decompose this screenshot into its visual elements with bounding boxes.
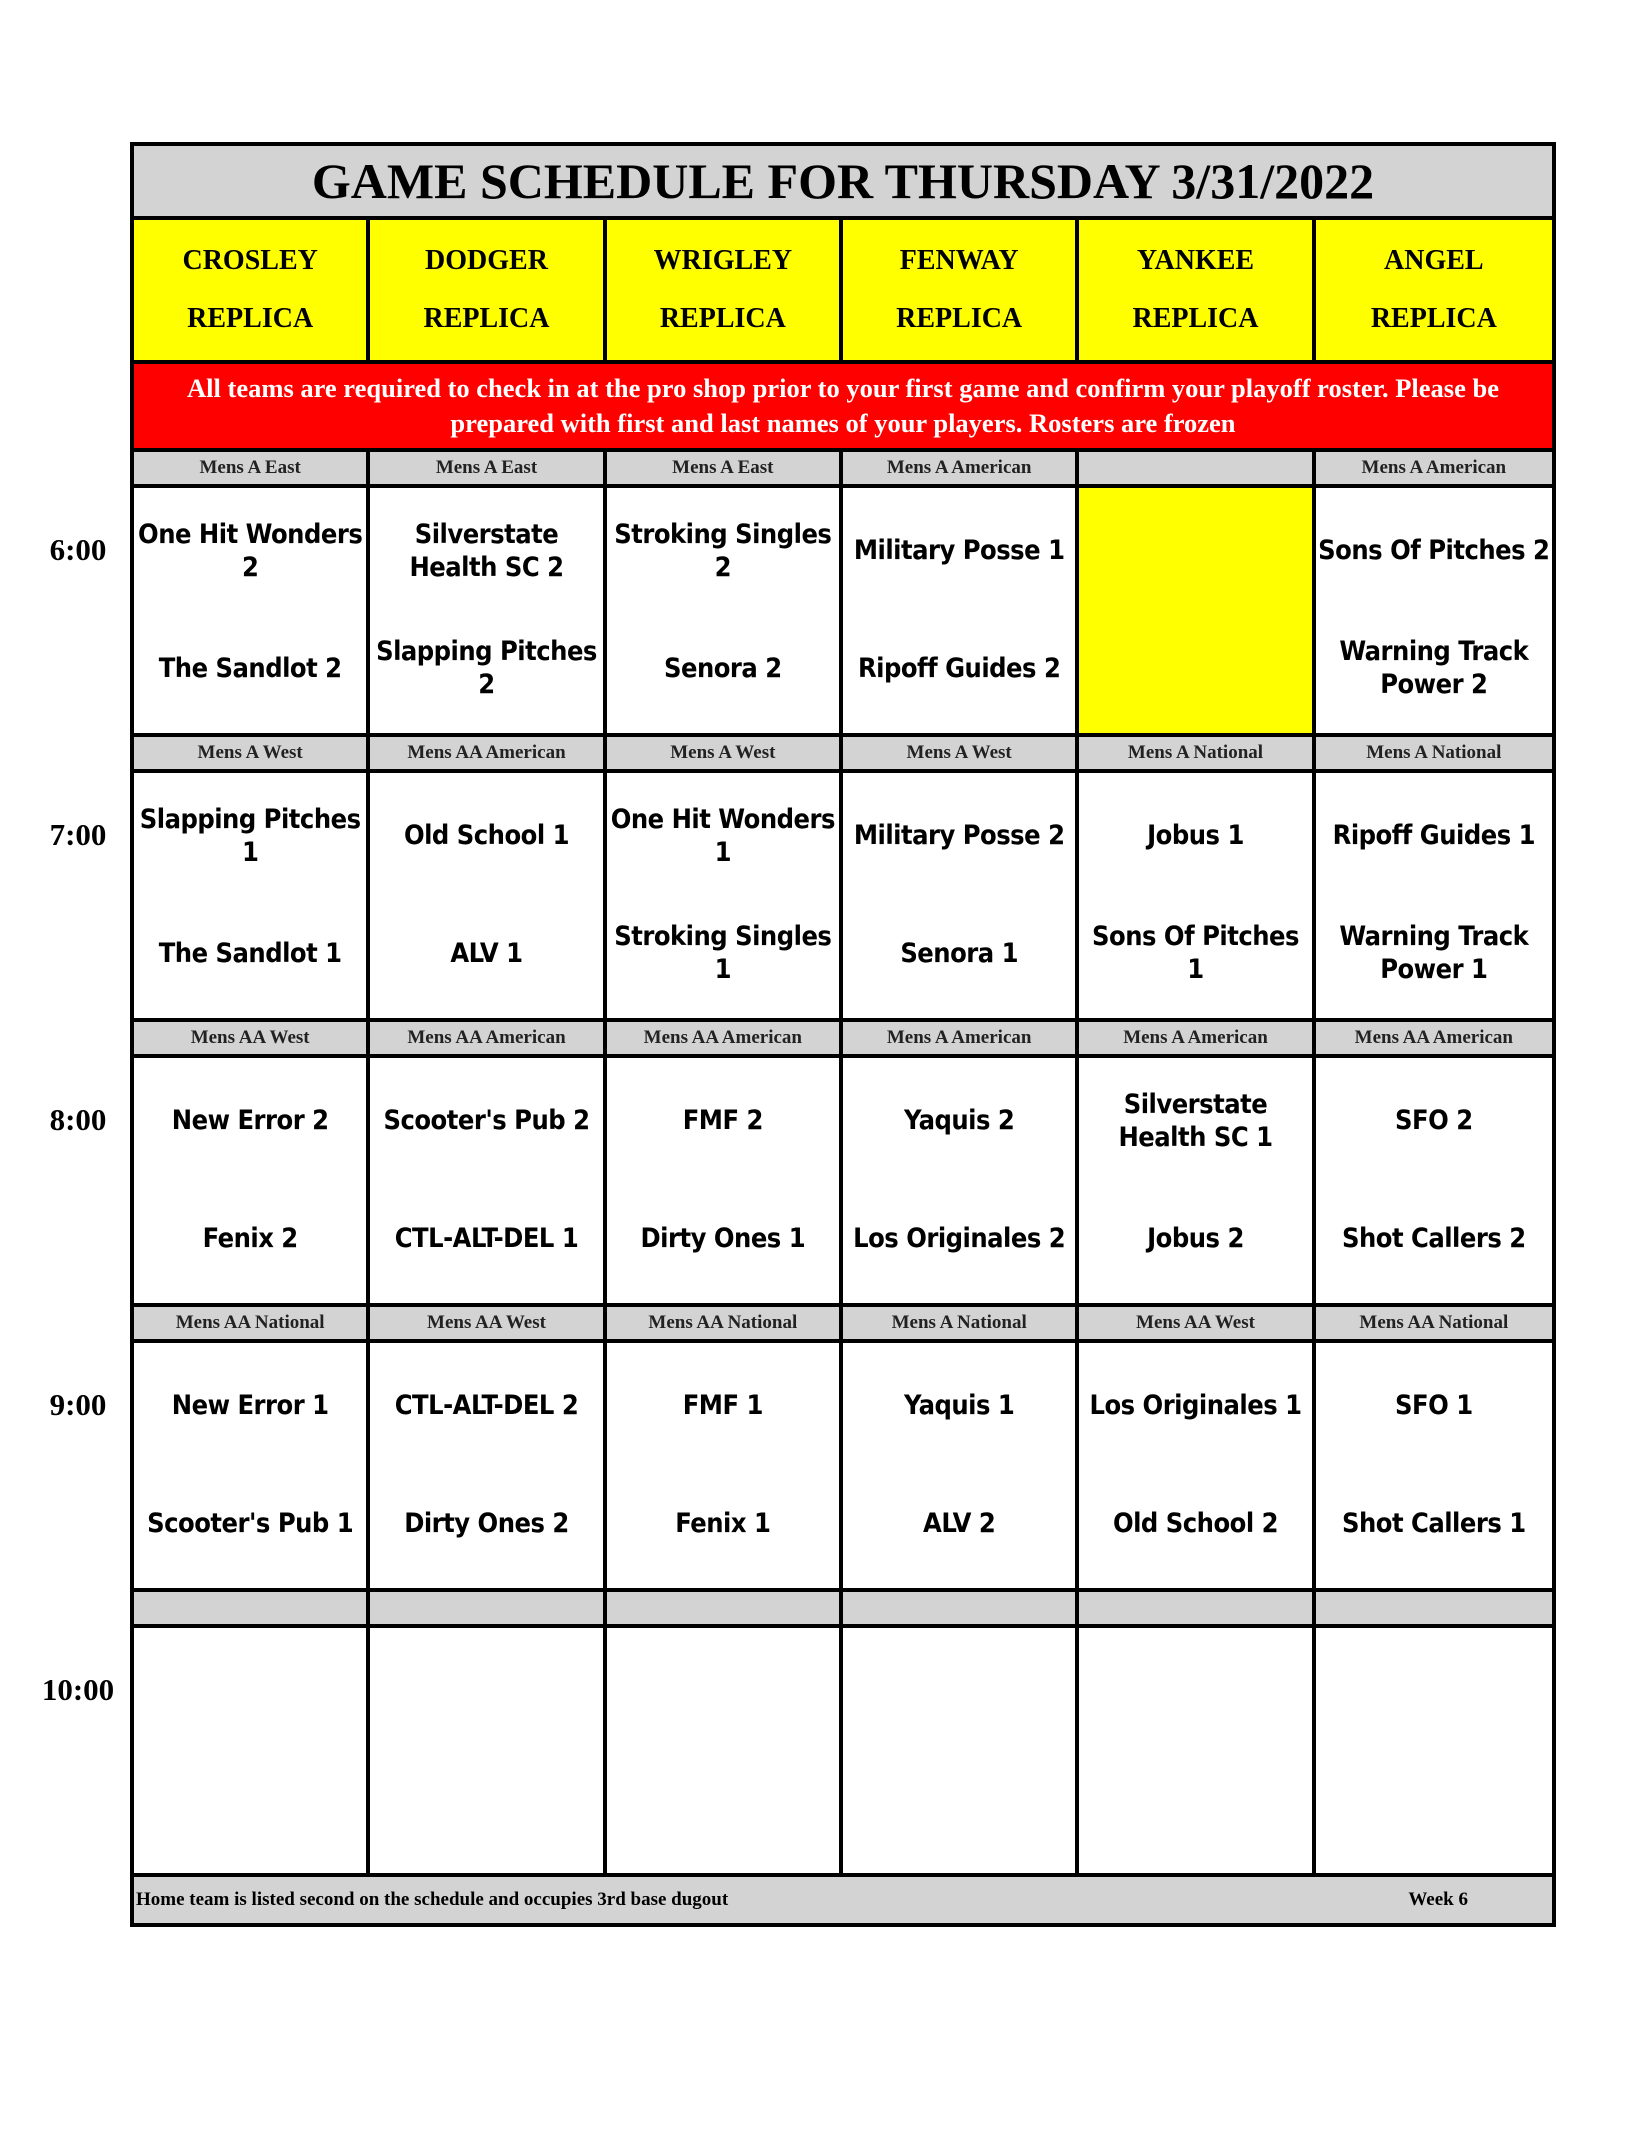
time-label: 6:00 — [49, 532, 107, 567]
game-cell — [843, 1628, 1079, 1873]
home-team — [136, 1750, 364, 1868]
away-team: Stroking Singles 2 — [614, 518, 832, 583]
away-team — [845, 1632, 1073, 1750]
game-cell — [607, 1058, 843, 1303]
game-cell — [134, 1343, 370, 1588]
game-cell — [1316, 488, 1552, 733]
away-team: New Error 1 — [171, 1390, 329, 1422]
away-team: New Error 2 — [171, 1105, 329, 1137]
home-team: ALV 2 — [923, 1507, 996, 1539]
game-row — [134, 1628, 1552, 1877]
division-label: Mens A American — [1079, 1022, 1315, 1054]
away-team: Los Originales 1 — [1089, 1390, 1302, 1422]
check-in-notice: All teams are required to check in at the pro shop prior to your first game and confirm your playoff roster. Please be prepared with first and last names of your players. Rosters are frozen — [134, 364, 1552, 452]
away-team: Yaquis 2 — [903, 1105, 1015, 1137]
home-team: Shot Callers 2 — [1341, 1222, 1526, 1254]
division-label: Mens AA American — [607, 1022, 843, 1054]
field-name: YANKEE — [1136, 245, 1255, 277]
page-title: GAME SCHEDULE FOR THURSDAY 3/31/2022 — [134, 146, 1552, 220]
away-team — [1081, 492, 1309, 610]
home-team: Senora 2 — [663, 652, 782, 684]
home-team: Warning Track Power 2 — [1339, 636, 1529, 701]
time-label: 10:00 — [41, 1672, 115, 1707]
away-team: CTL-ALT-DEL 2 — [394, 1390, 579, 1422]
home-team — [845, 1750, 1073, 1868]
division-row — [134, 452, 1552, 488]
division-label: Mens A American — [1361, 457, 1507, 478]
game-cell — [1316, 1058, 1552, 1303]
home-team: CTL-ALT-DEL 1 — [394, 1222, 579, 1254]
time-label: 7:00 — [49, 817, 107, 852]
away-team — [1081, 1632, 1309, 1750]
game-cell — [370, 773, 606, 1018]
home-team: Jobus 2 — [1147, 1222, 1244, 1254]
week-label: Week 6 — [1408, 1889, 1468, 1910]
division-row — [134, 1022, 1552, 1058]
field-name: WRIGLEY — [653, 245, 793, 277]
field-header-angel — [1316, 220, 1552, 360]
home-team: Stroking Singles 1 — [614, 921, 832, 986]
game-cell — [1316, 773, 1552, 1018]
field-sub: REPLICA — [1370, 302, 1497, 334]
away-team: One Hit Wonders 2 — [138, 518, 363, 583]
footer-bar — [134, 1877, 1552, 1923]
away-team: Jobus 1 — [1147, 820, 1244, 852]
game-cell — [134, 1628, 370, 1873]
home-team: ALV 1 — [450, 937, 523, 969]
field-name: ANGEL — [1384, 245, 1484, 277]
home-team: Slapping Pitches 2 — [376, 636, 597, 701]
game-cell — [370, 1628, 606, 1873]
away-team: FMF 1 — [682, 1390, 763, 1422]
game-cell — [1079, 1628, 1315, 1873]
away-team: Silverstate Health SC 2 — [409, 518, 564, 583]
division-label: Mens AA National — [134, 1307, 370, 1339]
field-name: FENWAY — [899, 245, 1019, 277]
away-team: Military Posse 1 — [853, 535, 1065, 567]
field-header-yankee — [1079, 220, 1315, 360]
field-header-fenway — [843, 220, 1079, 360]
division-label — [134, 1592, 370, 1624]
field-header-row — [134, 220, 1552, 364]
home-team: Senora 1 — [900, 937, 1018, 969]
away-team: Silverstate Health SC 1 — [1118, 1088, 1273, 1153]
home-team: Fenix 1 — [675, 1507, 771, 1539]
home-team: The Sandlot 1 — [158, 937, 342, 969]
division-label: Mens A American — [843, 1022, 1079, 1054]
game-cell — [370, 1343, 606, 1588]
game-cell — [843, 1058, 1079, 1303]
away-team: FMF 2 — [682, 1105, 763, 1137]
division-label: Mens AA National — [1359, 1312, 1509, 1333]
game-cell — [134, 773, 370, 1018]
away-team: Scooter's Pub 2 — [383, 1105, 590, 1137]
field-sub: REPLICA — [187, 302, 314, 334]
away-team — [136, 1632, 364, 1750]
division-label — [370, 1592, 606, 1624]
game-row — [134, 773, 1552, 1022]
game-cell — [370, 1058, 606, 1303]
game-cell — [607, 488, 843, 733]
division-label: Mens AA National — [607, 1307, 843, 1339]
time-label: 9:00 — [49, 1387, 107, 1422]
division-label: Mens A National — [1079, 737, 1315, 769]
division-row — [134, 1592, 1552, 1628]
home-team — [1318, 1750, 1550, 1868]
division-row — [134, 1307, 1552, 1343]
away-team: Military Posse 2 — [853, 820, 1065, 852]
division-label: Mens AA West — [370, 1307, 606, 1339]
game-cell — [134, 488, 370, 733]
away-team: Old School 1 — [403, 820, 570, 852]
home-team: Dirty Ones 1 — [640, 1222, 806, 1254]
away-team — [372, 1632, 600, 1750]
division-label: Mens AA West — [134, 1022, 370, 1054]
home-team: Fenix 2 — [202, 1222, 298, 1254]
division-label — [607, 1592, 843, 1624]
division-label: Mens A East — [134, 452, 370, 484]
game-cell — [843, 773, 1079, 1018]
schedule-sheet — [130, 142, 1556, 1927]
home-team — [1081, 1750, 1309, 1868]
game-row — [134, 488, 1552, 737]
field-sub: REPLICA — [423, 302, 550, 334]
division-label — [1079, 1592, 1315, 1624]
away-team: Yaquis 1 — [903, 1390, 1015, 1422]
home-team: Old School 2 — [1112, 1507, 1279, 1539]
game-cell — [134, 1058, 370, 1303]
away-team: One Hit Wonders 1 — [610, 803, 835, 868]
division-label: Mens A East — [370, 452, 606, 484]
home-team — [372, 1750, 600, 1868]
division-label — [843, 1592, 1079, 1624]
away-team: Sons Of Pitches 2 — [1318, 535, 1550, 567]
game-cell — [607, 1628, 843, 1873]
division-label — [1079, 452, 1315, 484]
game-cell — [607, 773, 843, 1018]
game-cell — [1079, 1343, 1315, 1588]
home-team: Dirty Ones 2 — [404, 1507, 569, 1539]
home-team: Shot Callers 1 — [1341, 1507, 1526, 1539]
game-cell — [607, 1343, 843, 1588]
game-cell — [1079, 1058, 1315, 1303]
away-team — [609, 1632, 837, 1750]
home-team: The Sandlot 2 — [158, 652, 342, 684]
home-team: Warning Track Power 1 — [1339, 921, 1529, 986]
division-label: Mens AA American — [370, 1022, 606, 1054]
home-team: Sons Of Pitches 1 — [1092, 921, 1299, 986]
division-label: Mens AA West — [1079, 1307, 1315, 1339]
time-label: 8:00 — [49, 1102, 107, 1137]
division-label: Mens A West — [607, 737, 843, 769]
game-row — [134, 1343, 1552, 1592]
game-cell — [1079, 488, 1315, 733]
home-team: Scooter's Pub 1 — [147, 1507, 354, 1539]
field-header-crosley — [134, 220, 370, 360]
division-label: Mens A West — [843, 737, 1079, 769]
division-row — [134, 737, 1552, 773]
division-label: Mens AA American — [370, 737, 606, 769]
game-cell — [1079, 773, 1315, 1018]
division-label: Mens A West — [134, 737, 370, 769]
game-cell — [370, 488, 606, 733]
away-team: Slapping Pitches 1 — [139, 803, 361, 868]
division-label — [1316, 1592, 1552, 1624]
division-label: Mens A East — [607, 452, 843, 484]
game-cell — [1316, 1628, 1552, 1873]
field-header-dodger — [370, 220, 606, 360]
game-cell — [1316, 1343, 1552, 1588]
field-name: DODGER — [425, 245, 548, 277]
field-sub: REPLICA — [1132, 302, 1259, 334]
away-team: SFO 1 — [1395, 1390, 1473, 1422]
field-sub: REPLICA — [896, 302, 1023, 334]
away-team: Ripoff Guides 1 — [1332, 820, 1536, 852]
game-cell — [843, 1343, 1079, 1588]
home-team-note: Home team is listed second on the schedule and occupies 3rd base dugout — [136, 1889, 729, 1910]
game-row — [134, 1058, 1552, 1307]
field-sub: REPLICA — [659, 302, 786, 334]
away-team: SFO 2 — [1395, 1105, 1473, 1137]
game-cell — [843, 488, 1079, 733]
division-label: Mens AA American — [1354, 1027, 1513, 1048]
field-name: CROSLEY — [182, 245, 318, 277]
home-team — [1081, 610, 1309, 728]
home-team: Ripoff Guides 2 — [857, 652, 1061, 684]
home-team — [609, 1750, 837, 1868]
schedule-grid — [134, 452, 1552, 1877]
division-label: Mens A National — [1366, 742, 1502, 763]
away-team — [1318, 1632, 1550, 1750]
field-header-wrigley — [607, 220, 843, 360]
division-label: Mens A National — [843, 1307, 1079, 1339]
division-label: Mens A American — [843, 452, 1079, 484]
home-team: Los Originales 2 — [853, 1222, 1066, 1254]
